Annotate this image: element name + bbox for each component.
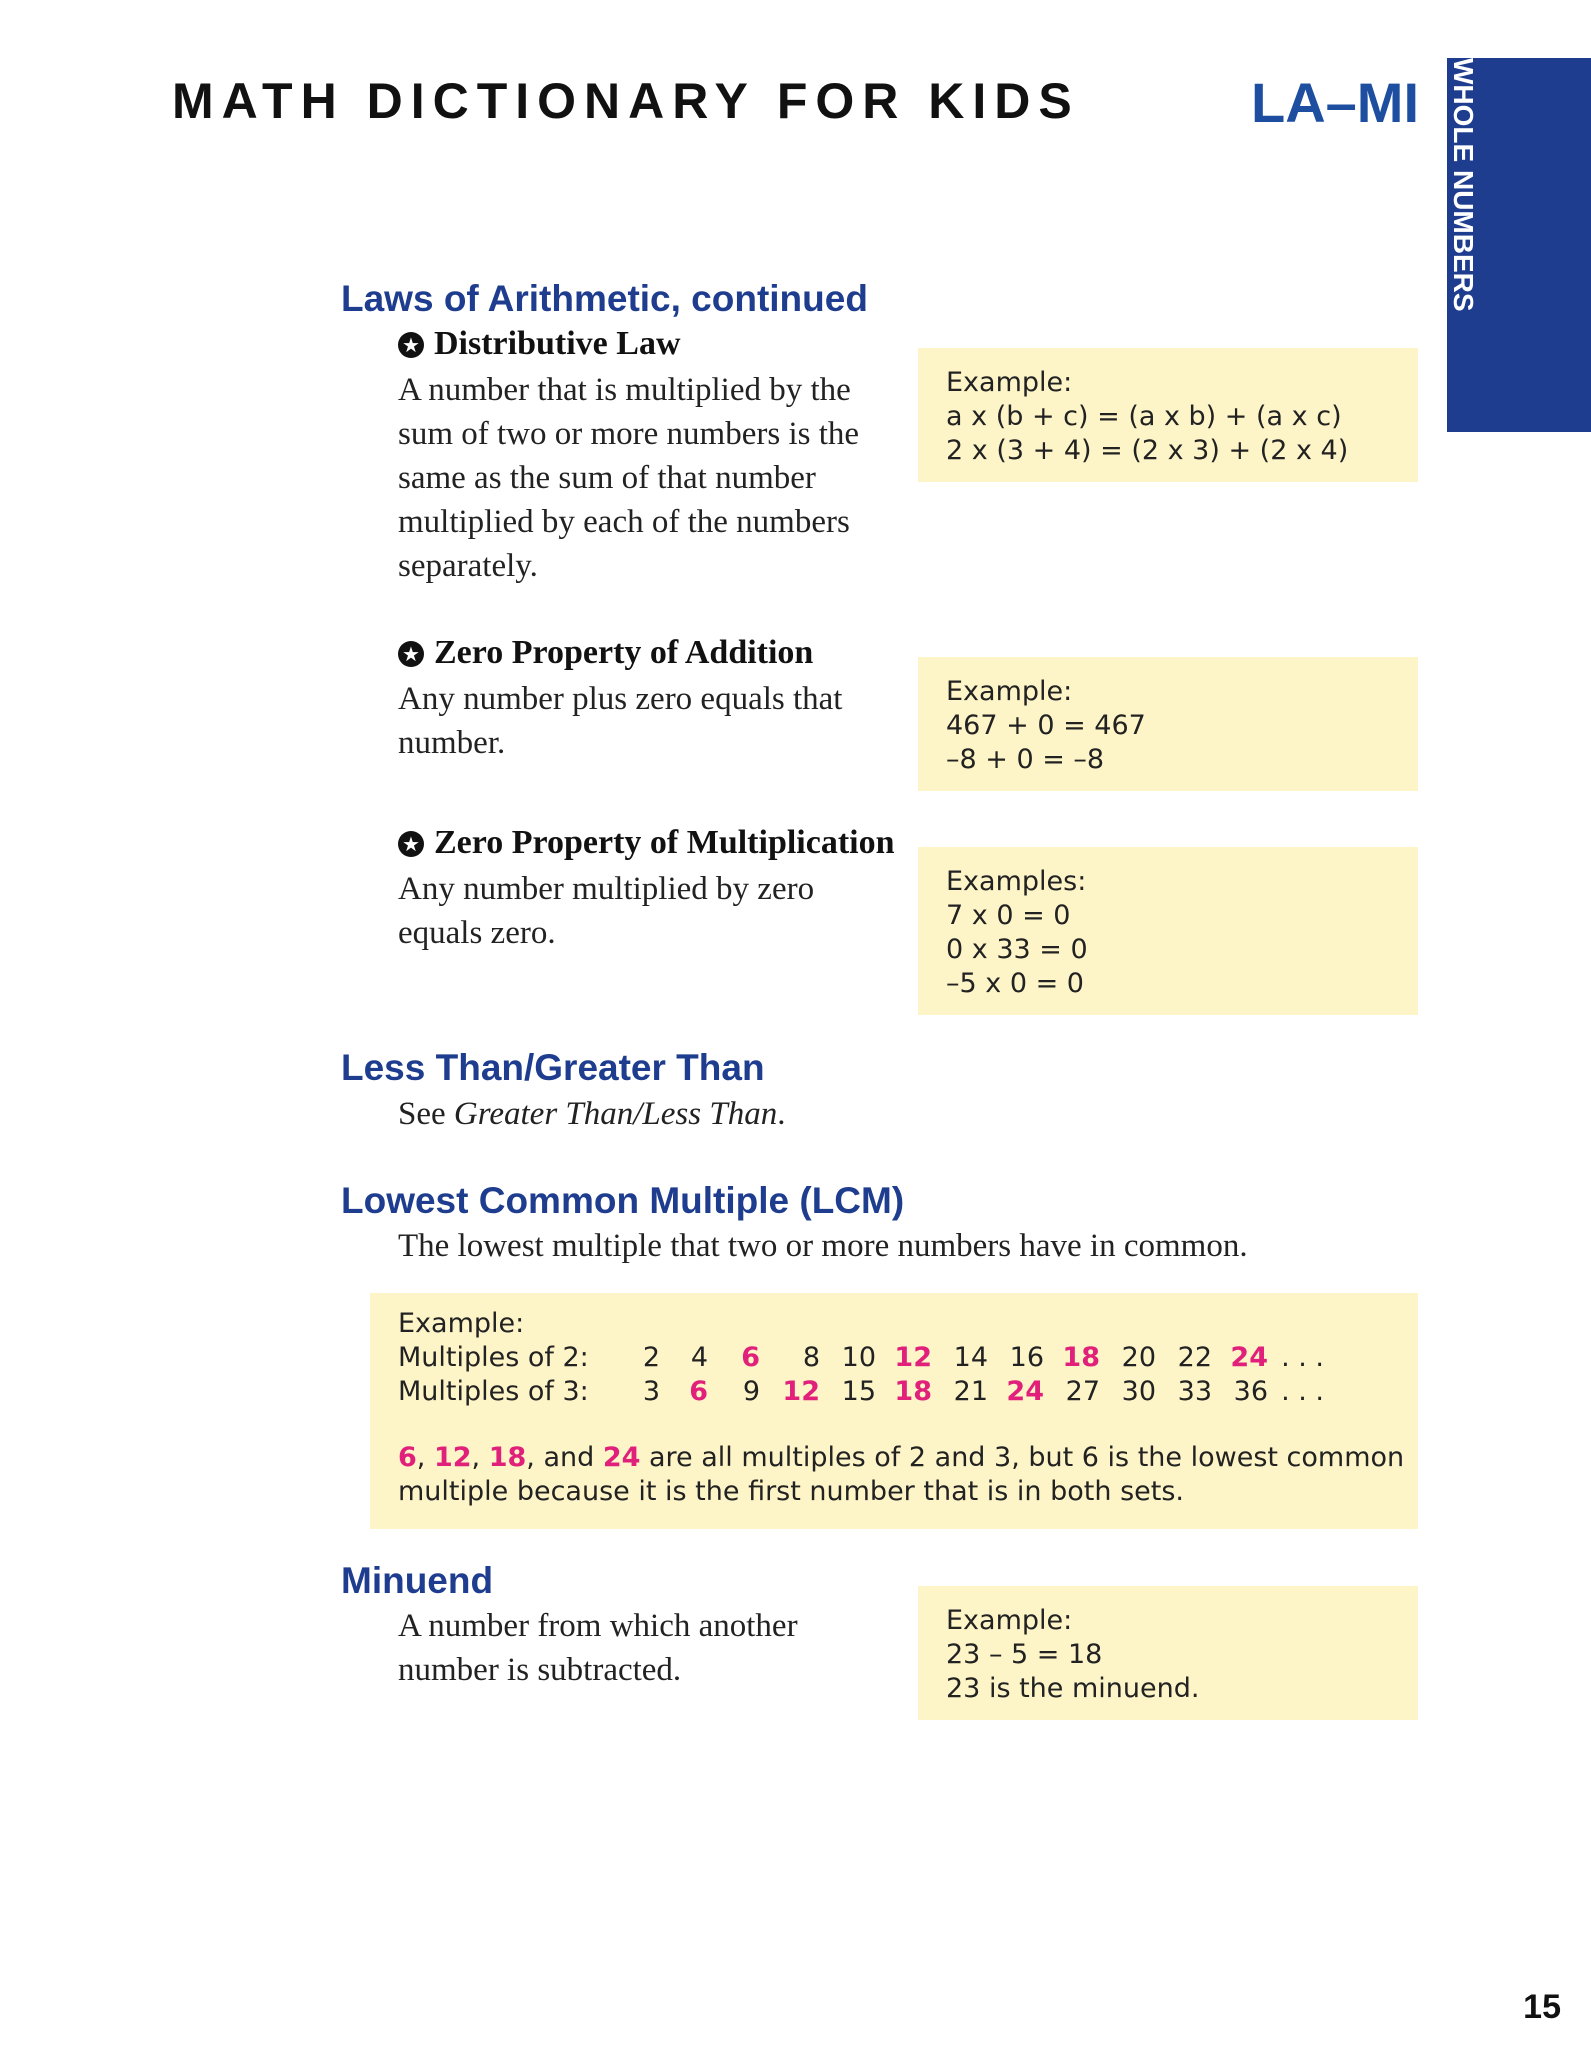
multiple-value: 21 — [953, 1376, 988, 1407]
highlight-number: 6 — [398, 1442, 417, 1473]
star-bullet-icon: ★ — [398, 641, 424, 667]
multiple-value: 20 — [1121, 1342, 1156, 1373]
book-title: MATH DICTIONARY FOR KIDS — [172, 73, 1080, 129]
example-box-minuend — [918, 1586, 1418, 1720]
example-label: Example: — [398, 1308, 525, 1339]
section-tab-line-1: WHOLE NUMBERS — [1448, 58, 1479, 312]
example-box-lcm — [370, 1293, 1418, 1529]
entry-heading-laws: Laws of Arithmetic, continued — [341, 278, 868, 319]
example-box-zero-multiplication — [918, 847, 1418, 1015]
example-label: Examples: — [946, 866, 1087, 897]
entry-heading-less-than: Less Than/Greater Than — [341, 1047, 765, 1088]
multiple-value: 36 — [1233, 1376, 1268, 1407]
subentry-title: Zero Property of Addition — [434, 634, 814, 671]
example-box-zero-addition — [918, 657, 1418, 791]
example-line: a x (b + c) = (a x b) + (a x c) — [946, 401, 1342, 432]
multiple-value: 18 — [894, 1376, 932, 1407]
multiple-value: . . . — [1281, 1342, 1324, 1373]
definition-minuend: A number from which another number is subtracted. — [398, 1608, 798, 1688]
example-line: 0 x 33 = 0 — [946, 934, 1088, 965]
row-label: Multiples of 2: — [398, 1342, 589, 1373]
highlight-number: 18 — [488, 1442, 527, 1473]
multiple-value: 27 — [1065, 1376, 1100, 1407]
multiple-value: 9 — [742, 1376, 760, 1407]
page-number: 15 — [1523, 1988, 1561, 2026]
multiple-value: 18 — [1062, 1342, 1100, 1373]
example-label: Example: — [946, 1605, 1073, 1636]
multiple-value: 8 — [802, 1342, 820, 1373]
example-line: 467 + 0 = 467 — [946, 710, 1146, 741]
separator: , — [416, 1442, 434, 1473]
see-label: See — [398, 1096, 454, 1132]
definition-distributive: A number that is multiplied by the sum of two or more numbers is the same as the sum of that number multiplied by each of the numbers separately. — [398, 372, 860, 584]
multiple-value: 12 — [894, 1342, 932, 1373]
row-values — [624, 1375, 1324, 1409]
definition-zero-multiplication: Any number multiplied by zero equals zero. — [398, 871, 815, 951]
multiple-value: 16 — [1009, 1342, 1044, 1373]
section-tab-line-2: AND OPERATIONS — [1416, 58, 1447, 310]
multiple-value: 15 — [841, 1376, 876, 1407]
multiples-row-2 — [398, 1341, 1390, 1375]
example-line: 23 is the minuend. — [946, 1673, 1200, 1704]
highlight-number: 24 — [602, 1442, 641, 1473]
multiple-value: 3 — [642, 1376, 660, 1407]
multiple-value: 33 — [1177, 1376, 1212, 1407]
lcm-note-line-1 — [398, 1441, 1405, 1475]
note-text: are all multiples of 2 and 3, but 6 is the lowest common — [640, 1442, 1405, 1473]
entry-range: LA–MI — [1251, 71, 1419, 134]
multiple-value: 6 — [689, 1376, 708, 1407]
example-line: 7 x 0 = 0 — [946, 900, 1071, 931]
row-label: Multiples of 3: — [398, 1376, 589, 1407]
lcm-note-line-2: multiple because it is the first number that is in both sets. — [398, 1476, 1184, 1507]
example-label: Example: — [946, 367, 1073, 398]
multiple-value: 24 — [1006, 1376, 1044, 1407]
star-bullet-icon: ★ — [398, 831, 424, 857]
subentry-title: Distributive Law — [434, 325, 681, 362]
multiple-value: 24 — [1230, 1342, 1268, 1373]
multiple-value: 6 — [741, 1342, 760, 1373]
subentry-heading-distributive — [398, 325, 681, 363]
multiple-value: 30 — [1121, 1376, 1156, 1407]
multiple-value: . . . — [1281, 1376, 1324, 1407]
entry-heading-lcm: Lowest Common Multiple (LCM) — [341, 1180, 905, 1221]
multiple-value: 14 — [953, 1342, 988, 1373]
separator: , — [471, 1442, 489, 1473]
definition-lcm: The lowest multiple that two or more numbers have in common. — [398, 1228, 1248, 1264]
example-line: –5 x 0 = 0 — [946, 968, 1084, 999]
example-label: Example: — [946, 676, 1073, 707]
multiple-value: 12 — [782, 1376, 820, 1407]
example-box-distributive — [918, 348, 1418, 482]
example-line: –8 + 0 = –8 — [946, 744, 1105, 775]
multiple-value: 22 — [1177, 1342, 1212, 1373]
multiple-value: 4 — [690, 1342, 708, 1373]
section-tab-label — [1392, 58, 1502, 358]
entry-heading-minuend: Minuend — [341, 1560, 494, 1601]
cross-reference-link[interactable]: Greater Than/Less Than — [453, 1096, 778, 1132]
multiples-row-3 — [398, 1375, 1390, 1409]
multiple-value: 2 — [642, 1342, 660, 1373]
row-values — [624, 1341, 1324, 1375]
period: . — [777, 1096, 786, 1132]
subentry-heading-zero-multiplication — [398, 824, 895, 862]
subentry-heading-zero-addition — [398, 634, 813, 672]
definition-zero-addition: Any number plus zero equals that number. — [398, 681, 843, 761]
highlight-number: 12 — [433, 1442, 472, 1473]
star-bullet-icon: ★ — [398, 332, 424, 358]
example-line: 2 x (3 + 4) = (2 x 3) + (2 x 4) — [946, 435, 1349, 466]
multiple-value: 10 — [841, 1342, 876, 1373]
cross-reference — [398, 1092, 785, 1136]
section-tab — [1416, 58, 1591, 432]
subentry-title: Zero Property of Multiplication — [434, 824, 895, 861]
separator: , and — [526, 1442, 603, 1473]
example-line: 23 – 5 = 18 — [946, 1639, 1103, 1670]
